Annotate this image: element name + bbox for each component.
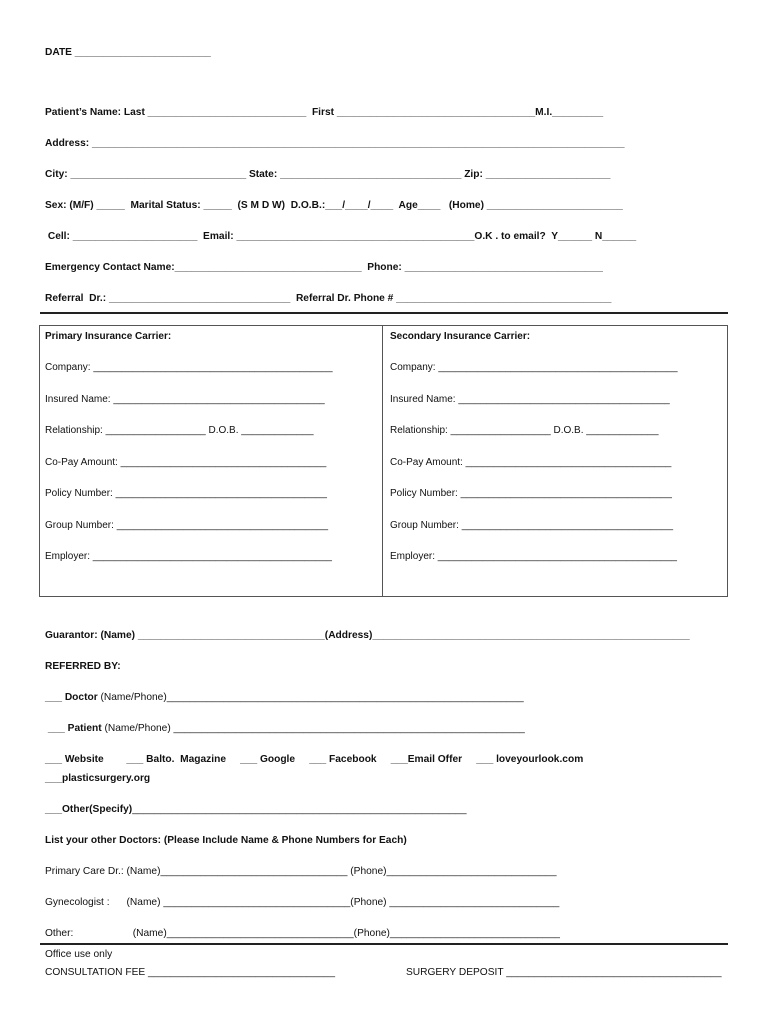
other-doctors-heading: List your other Doctors: (Please Include Name & Phone Numbers for Each) xyxy=(45,835,407,846)
secondary-relationship-field[interactable]: Relationship: __________________ D.O.B. _____________ xyxy=(390,425,659,436)
primary-care-line[interactable]: Primary Care Dr.: (Name)_________________________________ (Phone)______________________________ xyxy=(45,866,557,877)
referred-other-label: ___Other(Specify) xyxy=(45,804,133,815)
date-field[interactable]: DATE ________________________ xyxy=(45,47,211,58)
primary-employer-field[interactable]: Employer: ___________________________________________ xyxy=(45,551,332,562)
referral-doctor-line[interactable]: Referral Dr.: ________________________________ Referral Dr. Phone # ______________________________________ xyxy=(45,293,612,304)
referred-patient-line[interactable] xyxy=(45,722,525,735)
sex-marital-dob-line[interactable]: Sex: (M/F) _____ Marital Status: _____ (S M D W) D.O.B.:___/____/____ Age____ (Home) ________________________ xyxy=(45,200,623,211)
primary-company-field[interactable]: Company: ___________________________________________ xyxy=(45,362,333,373)
secondary-company-field[interactable]: Company: ___________________________________________ xyxy=(390,362,678,373)
referred-doctor-blank[interactable]: (Name/Phone)_______________________________________________________________ xyxy=(100,692,524,703)
address-line[interactable]: Address: ______________________________________________________________________________________________ xyxy=(45,138,625,149)
referred-doctor-line[interactable] xyxy=(45,691,524,704)
section-rule-bottom xyxy=(40,943,728,945)
patient-name-line[interactable]: Patient’s Name: Last ____________________________ First ___________________________________M.I._________ xyxy=(45,107,604,118)
section-rule-top xyxy=(40,312,728,314)
secondary-insurance-heading: Secondary Insurance Carrier: xyxy=(390,331,531,342)
referral-plasticsurgery-line[interactable]: ___plasticsurgery.org xyxy=(45,773,151,784)
referral-sources-line[interactable]: ___ Website ___ Balto. Magazine ___ Google ___ Facebook ___Email Offer ___ loveyourlook.com xyxy=(45,754,584,765)
primary-group-number-field[interactable]: Group Number: ______________________________________ xyxy=(45,520,329,531)
emergency-contact-line[interactable]: Emergency Contact Name:_________________________________ Phone: ___________________________________ xyxy=(45,262,603,273)
gynecologist-line[interactable]: Gynecologist : (Name) _________________________________(Phone) ______________________________ xyxy=(45,897,560,908)
primary-insurance-heading: Primary Insurance Carrier: xyxy=(45,331,172,342)
secondary-group-number-field[interactable]: Group Number: ______________________________________ xyxy=(390,520,674,531)
referred-doctor-label: ___ Doctor xyxy=(45,692,101,703)
secondary-policy-number-field[interactable]: Policy Number: ______________________________________ xyxy=(390,488,672,499)
primary-policy-number-field[interactable]: Policy Number: ______________________________________ xyxy=(45,488,327,499)
other-doctor-line[interactable]: Other: (Name)_________________________________(Phone)______________________________ xyxy=(45,928,560,939)
surgery-deposit-field[interactable]: SURGERY DEPOSIT ______________________________________ xyxy=(406,967,722,978)
referred-patient-blank[interactable]: (Name/Phone) ______________________________________________________________ xyxy=(104,723,525,734)
referred-patient-label: ___ Patient xyxy=(45,723,105,734)
city-state-zip-line[interactable]: City: _______________________________ State: ________________________________ Zip: ______________________ xyxy=(45,169,611,180)
referred-other-blank[interactable]: ___________________________________________________________ xyxy=(132,804,467,815)
insurance-divider xyxy=(382,325,383,597)
secondary-insured-name-field[interactable]: Insured Name: ______________________________________ xyxy=(390,394,670,405)
cell-email-line[interactable]: Cell: ______________________ Email: __________________________________________O.K . to email? Y______ N______ xyxy=(45,231,637,242)
guarantor-line[interactable]: Guarantor: (Name) _________________________________(Address)________________________________________________________ xyxy=(45,630,690,641)
office-use-label: Office use only xyxy=(45,949,113,960)
secondary-copay-field[interactable]: Co-Pay Amount: _____________________________________ xyxy=(390,457,672,468)
primary-insured-name-field[interactable]: Insured Name: ______________________________________ xyxy=(45,394,325,405)
primary-copay-field[interactable]: Co-Pay Amount: _____________________________________ xyxy=(45,457,327,468)
referred-by-heading: REFERRED BY: xyxy=(45,661,121,672)
secondary-employer-field[interactable]: Employer: ___________________________________________ xyxy=(390,551,677,562)
referred-other-line[interactable] xyxy=(45,803,467,816)
primary-relationship-field[interactable]: Relationship: __________________ D.O.B. _____________ xyxy=(45,425,314,436)
consultation-fee-field[interactable]: CONSULTATION FEE _________________________________ xyxy=(45,967,335,978)
